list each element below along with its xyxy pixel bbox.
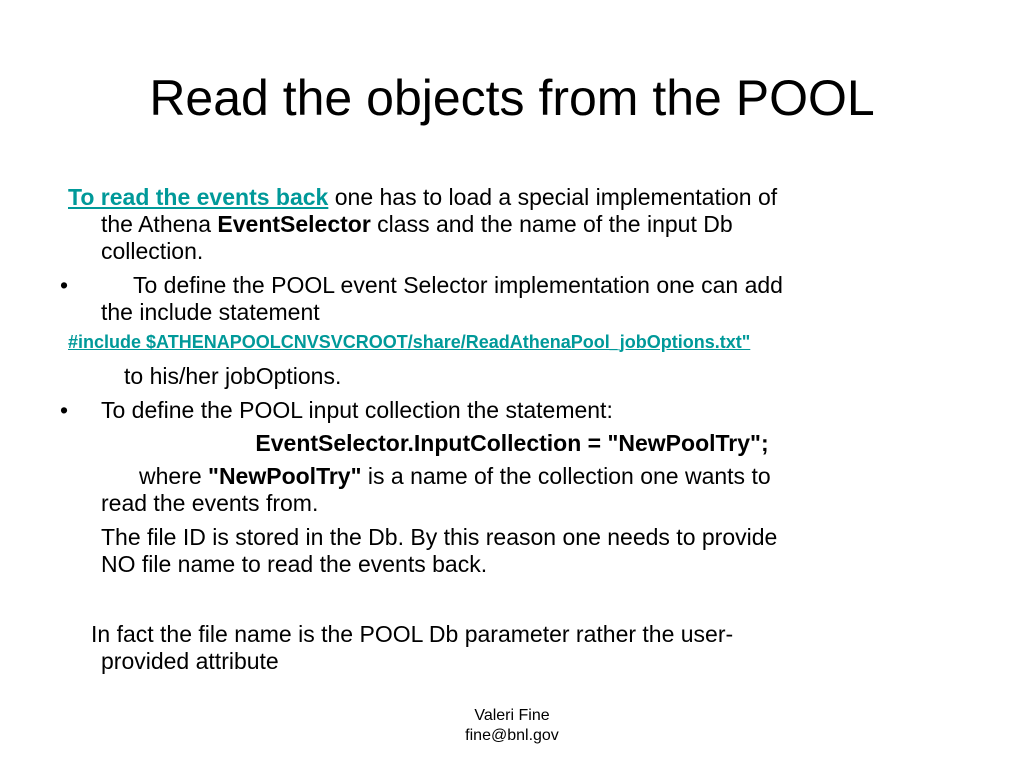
infact-line-1: In fact the file name is the POOL Db parameter rather the user- <box>91 621 734 647</box>
where-line-2: read the events from. <box>101 490 319 516</box>
slide-footer <box>0 706 1024 746</box>
bullet1-line-2: the include statement <box>101 299 320 325</box>
bullet1-line-1: To define the POOL event Selector implementation one can add <box>133 272 783 298</box>
slide-title: Read the objects from the POOL <box>149 70 875 126</box>
input-collection-statement: EventSelector.InputCollection = "NewPoolTry"; <box>255 430 769 456</box>
read-events-link[interactable]: To read the events back <box>68 184 329 210</box>
where-text-2: is a name of the collection one wants to <box>361 463 771 489</box>
include-line <box>68 331 750 353</box>
where-text: where <box>139 463 209 489</box>
include-link[interactable]: #include $ATHENAPOOLCNVSVCROOT/share/ReadAthenaPool_jobOptions.txt" <box>68 332 751 352</box>
intro-text-3: class and the name of the input Db <box>370 211 733 237</box>
intro-text-2: the Athena <box>101 211 218 237</box>
infact-line-2: provided attribute <box>101 648 279 674</box>
event-selector-term: EventSelector <box>217 211 371 237</box>
intro-line-3: collection. <box>101 238 204 264</box>
author-email: fine@bnl.gov <box>465 727 559 744</box>
jobOptions-line: to his/her jobOptions. <box>124 363 342 389</box>
intro-text-1: one has to load a special implementation of <box>328 184 778 210</box>
author-name: Valeri Fine <box>474 707 550 724</box>
intro-line-1 <box>68 184 777 211</box>
where-line-1 <box>139 463 771 490</box>
file-id-line-1: The file ID is stored in the Db. By this reason one needs to provide <box>101 524 778 550</box>
bullet-icon: • <box>60 397 69 423</box>
file-id-line-2: NO file name to read the events back. <box>101 551 488 577</box>
bullet-icon: • <box>60 272 69 298</box>
newpooltry-term: "NewPoolTry" <box>208 463 362 489</box>
intro-line-2 <box>101 211 733 238</box>
bullet2-line: To define the POOL input collection the statement: <box>101 397 613 423</box>
